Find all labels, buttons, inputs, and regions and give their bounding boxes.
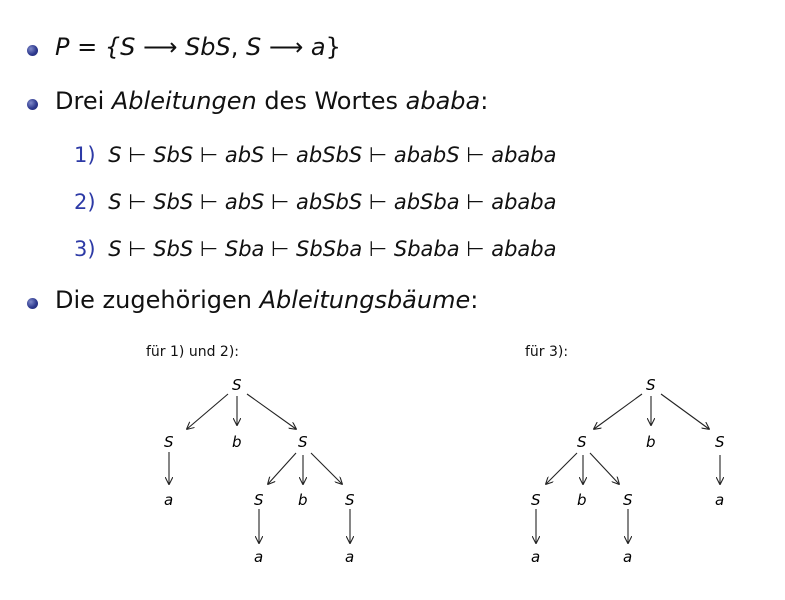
tree-node: b bbox=[577, 491, 587, 509]
derivations-heading-emphasis: Ableitungen bbox=[111, 87, 257, 115]
tree-node: S bbox=[345, 491, 355, 509]
tree-node: b bbox=[298, 491, 308, 509]
production-prefix: P = { bbox=[55, 33, 121, 61]
trees-heading-colon: : bbox=[470, 286, 479, 314]
tree-node: a bbox=[254, 548, 264, 566]
tree-caption-2: für 3): bbox=[525, 344, 569, 360]
tree-node: a bbox=[623, 548, 633, 566]
tree-edge bbox=[546, 453, 577, 484]
tree-edge bbox=[247, 394, 296, 429]
derivation-steps: S ⊢ SbS ⊢ abS ⊢ abSbS ⊢ abSba ⊢ ababa bbox=[108, 190, 557, 214]
tree-edge bbox=[311, 453, 342, 484]
tree-node: S bbox=[164, 433, 174, 451]
trees-heading-text: Die zugehörigen bbox=[55, 286, 260, 314]
tree-node: b bbox=[232, 433, 242, 451]
tree-node: a bbox=[164, 491, 174, 509]
derivations-heading-text-2: des Wortes bbox=[256, 87, 406, 115]
tree-node: S bbox=[531, 491, 541, 509]
tree-node: S bbox=[298, 433, 308, 451]
tree-node: S bbox=[232, 376, 242, 394]
production-rule-1: S ⟶ SbS bbox=[120, 33, 231, 61]
production-separator: , bbox=[230, 33, 246, 61]
derivation-steps: S ⊢ SbS ⊢ Sba ⊢ SbSba ⊢ Sbaba ⊢ ababa bbox=[108, 237, 557, 261]
tree-caption-1: für 1) und 2): bbox=[146, 344, 239, 360]
tree-node: S bbox=[254, 491, 264, 509]
trees-heading-emphasis: Ableitungsbäume bbox=[259, 286, 471, 314]
production-suffix: } bbox=[325, 33, 341, 61]
derivations-heading-word: ababa bbox=[405, 87, 481, 115]
tree-edge bbox=[268, 453, 296, 484]
derivation-number: 3) bbox=[74, 237, 96, 261]
derivation-steps: S ⊢ SbS ⊢ abS ⊢ abSbS ⊢ ababS ⊢ ababa bbox=[108, 143, 557, 167]
derivation-number: 1) bbox=[74, 143, 96, 167]
tree-node: b bbox=[646, 433, 656, 451]
tree-node: a bbox=[531, 548, 541, 566]
tree-node: S bbox=[646, 376, 656, 394]
tree-node: S bbox=[577, 433, 587, 451]
tree-edge bbox=[187, 394, 228, 429]
tree-1-edges bbox=[169, 394, 350, 543]
tree-node: a bbox=[715, 491, 725, 509]
derivations-heading-text-1: Drei bbox=[55, 87, 112, 115]
production-rule-2: S ⟶ a bbox=[245, 33, 326, 61]
derivations-heading-colon: : bbox=[480, 87, 489, 115]
tree-edge bbox=[594, 394, 642, 429]
tree-node: S bbox=[715, 433, 725, 451]
tree-node: S bbox=[623, 491, 633, 509]
derivation-number: 2) bbox=[74, 190, 96, 214]
tree-edge bbox=[590, 453, 619, 484]
tree-2-edges bbox=[536, 394, 720, 543]
tree-edge bbox=[661, 394, 709, 429]
tree-node: a bbox=[345, 548, 355, 566]
